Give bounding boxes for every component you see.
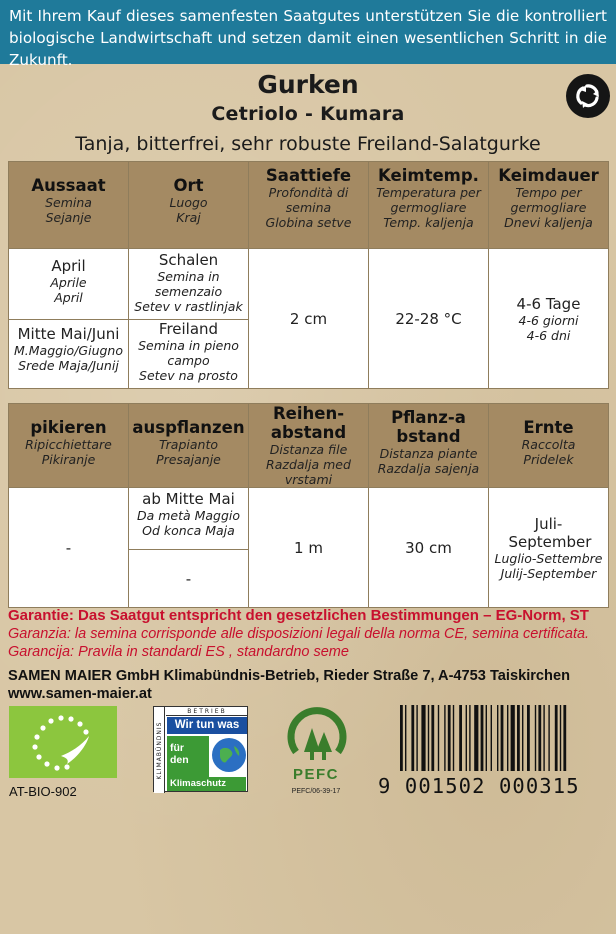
cell-saattiefe: [249, 249, 369, 389]
cell-sub: Setev v rastlinjak: [134, 299, 243, 314]
cell-main: 4-6 Tage: [516, 294, 581, 313]
barcode-bar: [527, 705, 530, 771]
barcode-bar: [474, 705, 478, 771]
cell-ernte: [489, 488, 609, 608]
barcode-bar: [431, 705, 434, 771]
cell-ort-2: [129, 320, 249, 389]
barcode-bar: [453, 705, 454, 771]
barcode-bar: [538, 705, 541, 771]
pefc-logo: [282, 706, 350, 796]
header-ernte: [489, 404, 609, 488]
intro-band: [0, 0, 616, 69]
header-aussaat: [9, 162, 129, 249]
klima-schutz-label: Klimaschutz: [168, 777, 246, 791]
header-pikieren: [9, 404, 129, 488]
klima-claim-line: für: [170, 742, 184, 754]
cell-sub: M.Maggio/Giugno: [14, 343, 123, 358]
header-keimdauer: [489, 162, 609, 249]
product-subtitle: Cetriolo - Kumara: [211, 103, 405, 125]
barcode-bar: [421, 705, 425, 771]
barcode-bar: [555, 705, 558, 771]
cell-pflanzabstand: [369, 488, 489, 608]
header-sub: Presajanje: [156, 452, 221, 467]
header-sub: Kraj: [176, 210, 201, 225]
barcode-bar: [448, 705, 451, 771]
barcode-bar: [548, 705, 549, 771]
header-main: Aussaat: [31, 176, 106, 195]
header-main: Ernte: [523, 418, 574, 437]
barcode-number: 9 001502 000315: [378, 774, 580, 798]
guarantee-it: Garanzia: la semina corrisponde alle disposizioni legali della norma CE, semina certificata.: [8, 626, 590, 642]
intro-line-1: Mit Ihrem Kauf dieses samenfesten Saatgutes unterstützen Sie die kontrolliert: [9, 7, 607, 25]
cell-main: Juli-September: [508, 514, 592, 551]
cell-main: 2 cm: [289, 309, 328, 328]
barcode-bar: [444, 705, 445, 771]
cell-pikieren: [9, 488, 129, 608]
header-sub: Dnevi kaljenja: [504, 215, 593, 230]
cell-aussaat-1: [9, 249, 129, 320]
sowing-table: [8, 161, 609, 389]
organic-control-code: AT-BIO-902: [9, 784, 77, 799]
recycle-icon: [566, 74, 610, 118]
header-main: pikieren: [30, 418, 107, 437]
barcode-bar: [416, 705, 417, 771]
cell-main: April: [51, 257, 86, 275]
barcode-bar: [469, 705, 470, 771]
klima-side-text: KLIMABÜNDNIS: [156, 721, 163, 780]
barcode-bar: [428, 705, 429, 771]
header-main: Keimtemp.: [378, 166, 479, 185]
cell-auspflanzen-1: [129, 488, 249, 550]
header-pflanzabstand: [369, 404, 489, 488]
klima-top-label: BETRIEB: [166, 707, 248, 716]
header-sub: Profondità di semina: [268, 185, 349, 215]
barcode-bar: [481, 705, 484, 771]
cell-main: Schalen: [158, 251, 219, 269]
guarantee-de: Garantie: Das Saatgut entspricht den gesetzlichen Bestimmungen – EG-Norm, ST: [8, 607, 589, 624]
globe-icon: [212, 738, 246, 772]
pefc-label: PEFC: [292, 766, 339, 783]
header-main: Saattiefe: [265, 166, 352, 185]
product-title: Gurken: [257, 70, 359, 99]
header-sub: Pridelek: [523, 452, 574, 467]
klima-side-strip: [154, 707, 165, 793]
barcode-bar: [438, 705, 439, 771]
cell-main: ab Mitte Mai: [142, 490, 235, 508]
cell-sub: Semina in semenzaio: [154, 269, 223, 299]
company-address: [8, 667, 612, 703]
barcode-bar: [522, 705, 523, 771]
header-sub: Trapianto: [158, 437, 218, 452]
header-sub: Tempo per germogliare: [510, 185, 587, 215]
website: www.samen-maier.at: [8, 686, 152, 702]
cell-main: Freiland: [158, 320, 219, 338]
intro-line-2: biologische Landwirtschaft und setzen damit einen wesentlichen Schritt in die Zukunft.: [9, 29, 607, 69]
cell-sub: Julij-September: [500, 565, 597, 581]
cell-auspflanzen-2: [129, 550, 249, 608]
header-main: Keimdauer: [498, 166, 599, 185]
header-sub: Ripicchiettare: [25, 437, 112, 452]
header-sub: Razdalja med vrstami: [266, 457, 351, 487]
header-main: Pflanz-abstand: [391, 408, 466, 446]
cell-sub: Luglio-Settembre: [494, 550, 603, 566]
barcode-bar: [511, 705, 515, 771]
cell-sub: April: [54, 290, 83, 305]
barcode-bar: [400, 705, 403, 771]
header-reihenabstand: [249, 404, 369, 488]
header-auspflanzen: [129, 404, 249, 488]
barcode-bar: [466, 705, 467, 771]
barcode-bar: [501, 705, 504, 771]
cell-keimtemp: [369, 249, 489, 389]
barcode-bar: [535, 705, 536, 771]
header-sub: Distanza file: [269, 442, 348, 457]
barcode-bar: [563, 705, 566, 771]
header-main: auspflanzen: [132, 418, 245, 437]
planting-table: [8, 403, 609, 608]
cell-main: -: [65, 538, 72, 557]
barcode-bar: [543, 705, 544, 771]
header-sub: Distanza piante: [379, 446, 478, 461]
header-sub: Temp. kaljenja: [383, 215, 474, 230]
header-sub: Semina: [45, 195, 92, 210]
header-main: Reihen-abstand: [270, 404, 347, 442]
header-saattiefe: [249, 162, 369, 249]
cell-sub: 4-6 dni: [526, 327, 571, 343]
cell-main: 30 cm: [405, 538, 452, 557]
cell-main: -: [185, 569, 192, 588]
header-main: Ort: [173, 176, 204, 195]
cell-ort-1: [129, 249, 249, 320]
barcode-bar: [491, 705, 492, 771]
barcode-bar: [405, 705, 406, 771]
cell-sub: Da metà Maggio: [136, 508, 241, 523]
cell-sub: Od konca Maja: [142, 523, 235, 538]
variety-description: Tanja, bitterfrei, sehr robuste Freiland-Salatgurke: [75, 133, 541, 155]
cell-sub: 4-6 giorni: [518, 312, 579, 328]
cell-main: 1 m: [294, 538, 323, 557]
header-sub: Globina setve: [265, 215, 352, 230]
barcode-bar: [560, 705, 561, 771]
guarantee-sl: Garancija: Pravila in standardi ES , standardno seme: [8, 644, 349, 660]
eu-organic-leaf-icon: [9, 706, 117, 778]
header-sub: Temperatura per germogliare: [376, 185, 481, 215]
cell-sub: Srede Maja/Junij: [18, 358, 119, 373]
header-sub: Pikiranje: [41, 452, 96, 467]
klima-claim-line: den: [170, 754, 189, 766]
cell-main: Mitte Mai/Juni: [17, 325, 120, 343]
barcode-bar: [497, 705, 498, 771]
pefc-code: PEFC/06-39-17: [291, 788, 341, 795]
header-sub: Sejanje: [45, 210, 92, 225]
barcode-bar: [507, 705, 508, 771]
barcode-bar: [486, 705, 487, 771]
pefc-tree-icon: [282, 706, 350, 766]
cell-aussaat-2: [9, 320, 129, 389]
header-sub: Luogo: [169, 195, 208, 210]
header-sub: Razdalja sajenja: [377, 461, 480, 476]
cell-sub: Aprile: [50, 275, 87, 290]
cell-sub: Setev na prosto: [139, 368, 238, 383]
barcode-bar: [517, 705, 520, 771]
address-line: SAMEN MAIER GmbH Klimabündnis-Betrieb, Rieder Straße 7, A-4753 Taiskirchen: [8, 668, 570, 684]
barcode-bar: [411, 705, 414, 771]
header-keimtemp: [369, 162, 489, 249]
header-sub: Raccolta: [521, 437, 576, 452]
guarantee-block: [8, 606, 612, 661]
cell-main: 22-28 °C: [395, 309, 462, 328]
cell-reihenabstand: [249, 488, 369, 608]
klimabuendnis-logo: [153, 706, 248, 792]
barcode-bar: [459, 705, 462, 771]
cell-sub: Semina in pieno campo: [138, 338, 239, 368]
klima-slogan: Wir tun was: [167, 717, 247, 734]
cell-keimdauer: [489, 249, 609, 389]
header-ort: [129, 162, 249, 249]
